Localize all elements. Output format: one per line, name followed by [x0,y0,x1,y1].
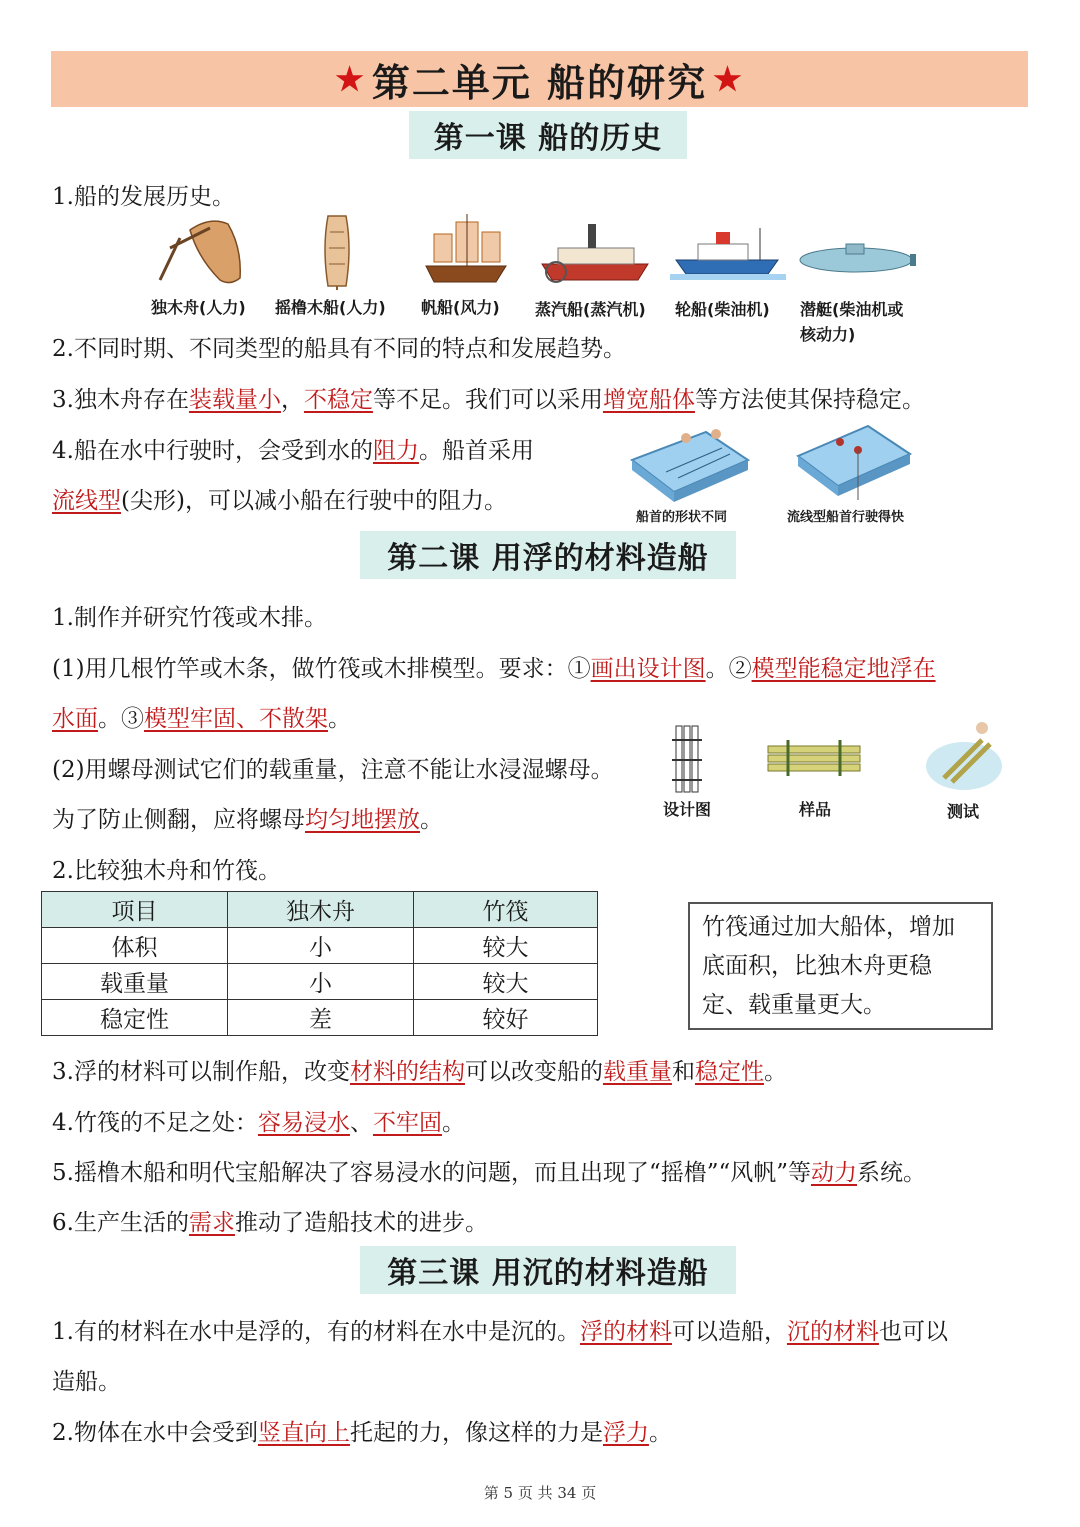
lesson2-point-1-2: (2)用螺母测试它们的载重量，注意不能让水浸湿螺母。 [52,757,614,783]
key-term: 不牢固 [372,1110,442,1136]
table-header: 独木舟 [228,892,414,928]
lesson3-point-1: 1.有的材料在水中是浮的，有的材料在水中是沉的。浮的材料可以造船，沉的材料也可以 [52,1319,948,1345]
lesson2-point-2: 2.比较独木舟和竹筏。 [52,858,281,884]
lesson1-point-3: 3.独木舟存在装载量小，不稳定等不足。我们可以采用增宽船体等方法使其保持稳定。 [52,387,925,413]
submarine-icon [800,244,916,272]
table-cell: 稳定性 [42,1000,228,1036]
lesson2-point-1-1: (1)用几根竹竿或木条，做竹筏或木排模型。要求：①画出设计图。②模型能稳定地浮在 [52,656,936,682]
key-term: 均匀地摆放 [305,807,420,833]
lesson1-point-4-cont: 流线型(尖形)，可以减小船在行驶中的阻力。 [52,488,507,514]
note-line: 竹筏通过加大船体，增加 [702,914,955,940]
table-row [42,1000,598,1036]
boat-caption: 独木舟(人力) [151,298,246,317]
key-term: 模型能稳定地浮在 [751,656,936,682]
key-term: 浮的材料 [579,1319,672,1345]
boat-caption: 蒸汽船(蒸汽机) [535,300,646,319]
key-term: 不稳定 [303,387,373,413]
key-term: 竖直向上 [257,1420,350,1446]
key-term: 模型牢固、不散架 [144,706,328,732]
lesson3-point-1-cont: 造船。 [52,1369,121,1395]
key-term: 增宽船体 [602,387,695,413]
raft-caption: 设计图 [663,800,712,819]
sailing-ship-icon [426,214,506,282]
lesson2-point-5: 5.摇橹木船和明代宝船解决了容易浸水的问题，而且出现了“摇橹”“风帆”等动力系统。 [52,1160,926,1186]
table-header: 项目 [42,892,228,928]
key-term: 装载量小 [188,387,281,413]
key-term: 画出设计图 [590,656,706,682]
boat-caption: 摇橹木船(人力) [275,298,386,317]
lesson-1-title: 第一课 船的历史 [409,111,687,159]
boat-caption: 潜艇(柴油机或 [800,300,904,319]
lesson2-point-1-2-cont: 为了防止侧翻，应将螺母均匀地摆放。 [52,807,443,833]
key-term: 稳定性 [694,1059,764,1085]
experiment-caption: 船首的形状不同 [636,510,728,525]
note-line: 定、载重量更大。 [702,992,886,1018]
note-box [688,902,993,1030]
table-cell: 较好 [414,1000,598,1036]
key-term: 沉的材料 [786,1319,879,1345]
lesson3-point-2: 2.物体在水中会受到竖直向上托起的力，像这样的力是浮力。 [52,1420,672,1446]
lesson-2-title: 第二课 用浮的材料造船 [360,531,736,579]
key-term: 动力 [810,1160,857,1186]
key-term: 容易浸水 [257,1110,350,1136]
boat-caption: 帆船(风力) [421,298,500,317]
table-row [42,928,598,964]
table-cell: 较大 [414,964,598,1000]
table-header-row [42,892,598,928]
key-term: 阻力 [372,438,419,464]
canoe-icon [160,221,240,282]
comparison-table [41,891,598,1036]
diesel-ship-icon [670,228,786,280]
bow-shape-experiment-illustration [626,420,926,504]
lesson2-point-4: 4.竹筏的不足之处：容易浸水、不牢固。 [52,1110,465,1136]
lesson1-point-1: 1.船的发展历史。 [52,184,235,210]
key-term: 流线型 [52,488,121,514]
unit-title-banner [51,51,1028,107]
raft-design-icon [672,726,702,792]
lesson1-point-4: 4.船在水中行驶时，会受到水的阻力。船首采用 [52,438,534,464]
note-line: 底面积，比独木舟更稳 [702,953,932,979]
raft-caption: 测试 [947,802,980,821]
water-tank-icon [632,429,748,502]
lesson2-point-6: 6.生产生活的需求推动了造船技术的进步。 [52,1210,488,1236]
star-icon: ★ [335,60,366,98]
boat-caption: 轮船(柴油机) [675,300,770,319]
water-tank-icon [798,426,910,500]
key-term: 浮力 [602,1420,649,1446]
table-cell: 小 [228,928,414,964]
star-icon: ★ [713,60,744,98]
raft-caption: 样品 [799,800,832,819]
steamship-icon [542,224,648,282]
table-cell: 差 [228,1000,414,1036]
unit-title: 第二单元 船的研究 [371,59,708,105]
lesson2-point-1-1-cont: 水面。③模型牢固、不散架。 [52,706,351,732]
raft-illustration [664,716,1008,796]
table-row [42,964,598,1000]
raft-sample-icon [768,740,860,776]
boat-caption-line2: 核动力) [800,325,856,344]
key-term: 材料的结构 [349,1059,465,1085]
key-term: 水面 [52,706,98,732]
lesson-3-title: 第三课 用沉的材料造船 [360,1246,736,1294]
table-cell: 较大 [414,928,598,964]
table-cell: 载重量 [42,964,228,1000]
table-header: 竹筏 [414,892,598,928]
experiment-caption: 流线型船首行驶得快 [787,510,905,525]
boat-evolution-illustration [150,208,920,290]
page-number: 第 5 页 共 34 页 [483,1484,597,1502]
lesson2-point-3: 3.浮的材料可以制作船，改变材料的结构可以改变船的载重量和稳定性。 [52,1059,787,1085]
table-cell: 小 [228,964,414,1000]
table-cell: 体积 [42,928,228,964]
raft-test-icon [926,722,1002,790]
key-term: 载重量 [602,1059,672,1085]
rowing-boat-icon [325,216,349,290]
lesson2-point-1: 1.制作并研究竹筏或木排。 [52,605,327,631]
lesson1-point-2: 2.不同时期、不同类型的船具有不同的特点和发展趋势。 [52,336,626,362]
key-term: 需求 [188,1210,235,1236]
